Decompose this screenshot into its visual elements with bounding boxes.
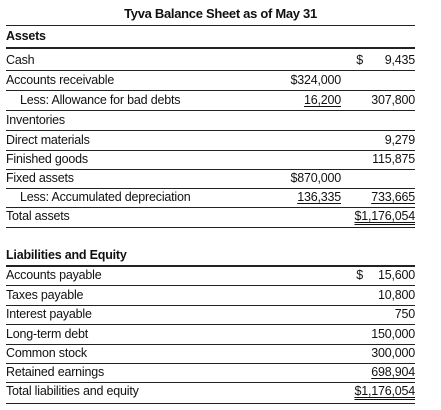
total-assets-row bbox=[6, 207, 415, 226]
total-liabilities-row bbox=[6, 382, 415, 401]
depreciation-row bbox=[6, 188, 415, 207]
allowance-row bbox=[6, 91, 415, 110]
fixed-assets-row bbox=[6, 169, 415, 188]
common-stock-row bbox=[6, 344, 415, 363]
accounts-payable-row bbox=[6, 266, 415, 285]
total-liabilities-amount: $1,176,054 bbox=[354, 384, 415, 398]
allowance-sub: 16,200 bbox=[303, 93, 341, 107]
cash-dollar-sign: $ bbox=[356, 53, 363, 67]
assets-heading-row bbox=[6, 27, 415, 46]
taxes-payable-label: Taxes payable bbox=[6, 288, 84, 302]
accounts-receivable-sub: $324,000 bbox=[290, 73, 341, 87]
sheet-title: Tyva Balance Sheet as of May 31 bbox=[124, 6, 317, 21]
total-assets-label: Total assets bbox=[6, 209, 70, 223]
cash-label: Cash bbox=[6, 53, 35, 67]
title-rule bbox=[6, 25, 415, 26]
interest-payable-row bbox=[6, 305, 415, 324]
direct-materials-row bbox=[6, 131, 415, 150]
cash-row bbox=[6, 51, 415, 70]
retained-earnings-amount: 698,904 bbox=[371, 365, 415, 379]
finished-goods-amount: 115,875 bbox=[372, 152, 415, 166]
row-divider bbox=[6, 227, 415, 228]
long-term-debt-row bbox=[6, 325, 415, 344]
taxes-payable-row bbox=[6, 286, 415, 305]
accounts-payable-dollar-sign: $ bbox=[356, 268, 363, 282]
depreciation-label: Less: Accumulated depreciation bbox=[20, 190, 191, 204]
accounts-payable-amount: 15,600 bbox=[377, 268, 415, 282]
finished-goods-label: Finished goods bbox=[6, 152, 88, 166]
common-stock-label: Common stock bbox=[6, 346, 87, 360]
total-liabilities-label: Total liabilities and equity bbox=[6, 384, 139, 398]
liabilities-heading: Liabilities and Equity bbox=[6, 248, 127, 262]
cash-amount: 9,435 bbox=[384, 53, 415, 67]
interest-payable-label: Interest payable bbox=[6, 307, 92, 321]
bottom-rule bbox=[6, 403, 415, 404]
interest-payable-amount: 750 bbox=[394, 307, 415, 321]
assets-heading: Assets bbox=[6, 29, 46, 43]
retained-earnings-row bbox=[6, 363, 415, 382]
long-term-debt-amount: 150,000 bbox=[371, 327, 415, 341]
accounts-payable-label: Accounts payable bbox=[6, 268, 102, 282]
liabilities-heading-row bbox=[6, 246, 415, 265]
total-assets-amount: $1,176,054 bbox=[354, 209, 415, 223]
common-stock-amount: 300,000 bbox=[371, 346, 415, 360]
direct-materials-amount: 9,279 bbox=[384, 133, 415, 147]
depreciation-amount: 733,665 bbox=[371, 190, 415, 204]
inventories-label: Inventories bbox=[6, 113, 65, 127]
inventories-row bbox=[6, 111, 415, 130]
depreciation-sub: 136,335 bbox=[297, 190, 341, 204]
direct-materials-label: Direct materials bbox=[6, 133, 90, 147]
accounts-receivable-row bbox=[6, 71, 415, 90]
retained-earnings-label: Retained earnings bbox=[6, 365, 105, 379]
accounts-receivable-label: Accounts receivable bbox=[6, 73, 115, 87]
allowance-label: Less: Allowance for bad debts bbox=[20, 93, 181, 107]
allowance-amount: 307,800 bbox=[371, 93, 415, 107]
assets-heading-rule bbox=[6, 47, 415, 49]
taxes-payable-amount: 10,800 bbox=[377, 288, 415, 302]
finished-goods-row bbox=[6, 150, 415, 169]
long-term-debt-label: Long-term debt bbox=[6, 327, 88, 341]
fixed-assets-sub: $870,000 bbox=[290, 171, 341, 185]
fixed-assets-label: Fixed assets bbox=[6, 171, 74, 185]
